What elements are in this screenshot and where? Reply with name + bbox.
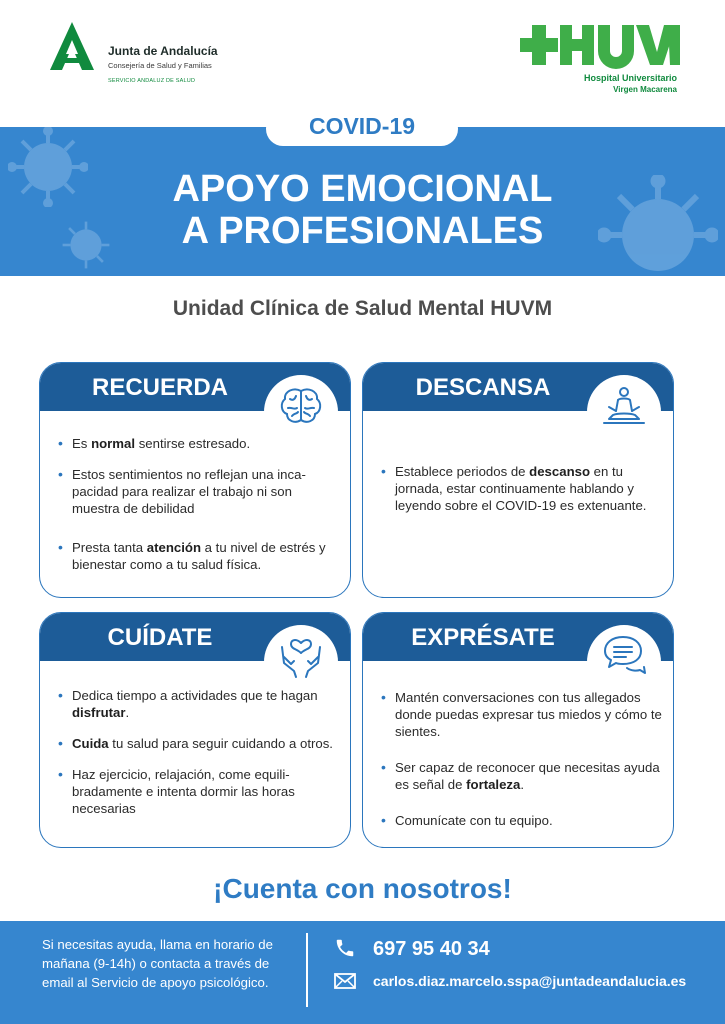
junta-name: Junta de Andalucía [108, 44, 218, 58]
email-link[interactable]: carlos.diaz.marcelo.sspa@juntadeandalucia.es [373, 973, 687, 989]
huvm-mark-icon [520, 22, 680, 70]
mail-icon [334, 973, 356, 989]
page-title-line1: APOYO EMOCIONAL [172, 168, 553, 210]
call-to-action: ¡Cuenta con nosotros! [213, 873, 512, 904]
card-icon-disc [587, 375, 661, 449]
covid-tag: COVID-19 [308, 113, 416, 139]
card-title: DESCANSA [415, 374, 551, 401]
contact-footer [0, 921, 725, 1024]
card-recuerda [39, 362, 351, 598]
footer-help-text: Si necesitas ayuda, llama en horario de mañana (9-14h) o contacta a través de email al Servicio de apoyo psicológico. [42, 937, 273, 990]
huvm-name-line1: Hospital Universitario [583, 73, 677, 83]
card-expresate [362, 612, 674, 848]
phone-icon [334, 937, 356, 959]
card-title: CUÍDATE [107, 624, 213, 651]
chat-bubbles-icon [601, 633, 647, 679]
card-cuidate [39, 612, 351, 848]
list-item: • Cuida tu salud para seguir cuidando a otros. [40, 735, 350, 752]
junta-service: SERVICIO ANDALUZ DE SALUD [108, 78, 196, 84]
card-title: RECUERDA [91, 374, 228, 401]
phone-number-link[interactable]: 697 95 40 34 [373, 938, 490, 960]
list-item: • Establece periodos de descanso en tu jornada, estar continuamente hablando y leyendo sobre el COVID-19 es extenuante. [363, 463, 673, 514]
list-item: • Ser capaz de reconocer que necesitas ayuda es señal de fortaleza. [363, 759, 673, 793]
page-subtitle: Unidad Clínica de Salud Mental HUVM [172, 297, 553, 320]
footer-divider [306, 933, 308, 1007]
junta-department: Consejería de Salud y Familias [108, 61, 212, 70]
card-title: EXPRÉSATE [411, 624, 555, 651]
list-item: • Presta tanta atención a tu nivel de estrés y bienestar como a tu salud física. [40, 539, 350, 573]
junta-andalucia-logo [46, 20, 246, 90]
meditation-icon [601, 383, 647, 429]
list-item: • Comunícate con tu equipo. [363, 812, 673, 829]
junta-andalucia-mark-icon [46, 20, 98, 72]
list-item: • Haz ejercicio, relajación, come equili-bradamente e intenta dormir las horas necesarias [40, 766, 350, 817]
list-item: • Dedica tiempo a actividades que te hagan disfrutar. [40, 687, 350, 721]
card-list [40, 687, 350, 831]
huvm-name-line2: Virgen Macarena [613, 85, 677, 94]
page-title [0, 168, 725, 252]
hands-heart-icon [278, 633, 324, 679]
card-list [363, 689, 673, 843]
junta-text-block [108, 44, 218, 84]
card-icon-disc [587, 625, 661, 699]
page-title-line2: A PROFESIONALES [181, 210, 544, 252]
list-item: • Es normal sentirse estresado. [40, 435, 350, 452]
huvm-logo [520, 22, 685, 100]
card-list [363, 463, 673, 528]
list-item: • Mantén conversaciones con tus allegados donde puedas expresar tus miedos y cómo te sientes. [363, 689, 673, 740]
list-item: • Estos sentimientos no reflejan una inca-pacidad para realizar el trabajo ni son muestra de debilidad [40, 466, 350, 517]
card-list [40, 435, 350, 587]
brain-icon [278, 383, 324, 429]
card-descansa [362, 362, 674, 598]
